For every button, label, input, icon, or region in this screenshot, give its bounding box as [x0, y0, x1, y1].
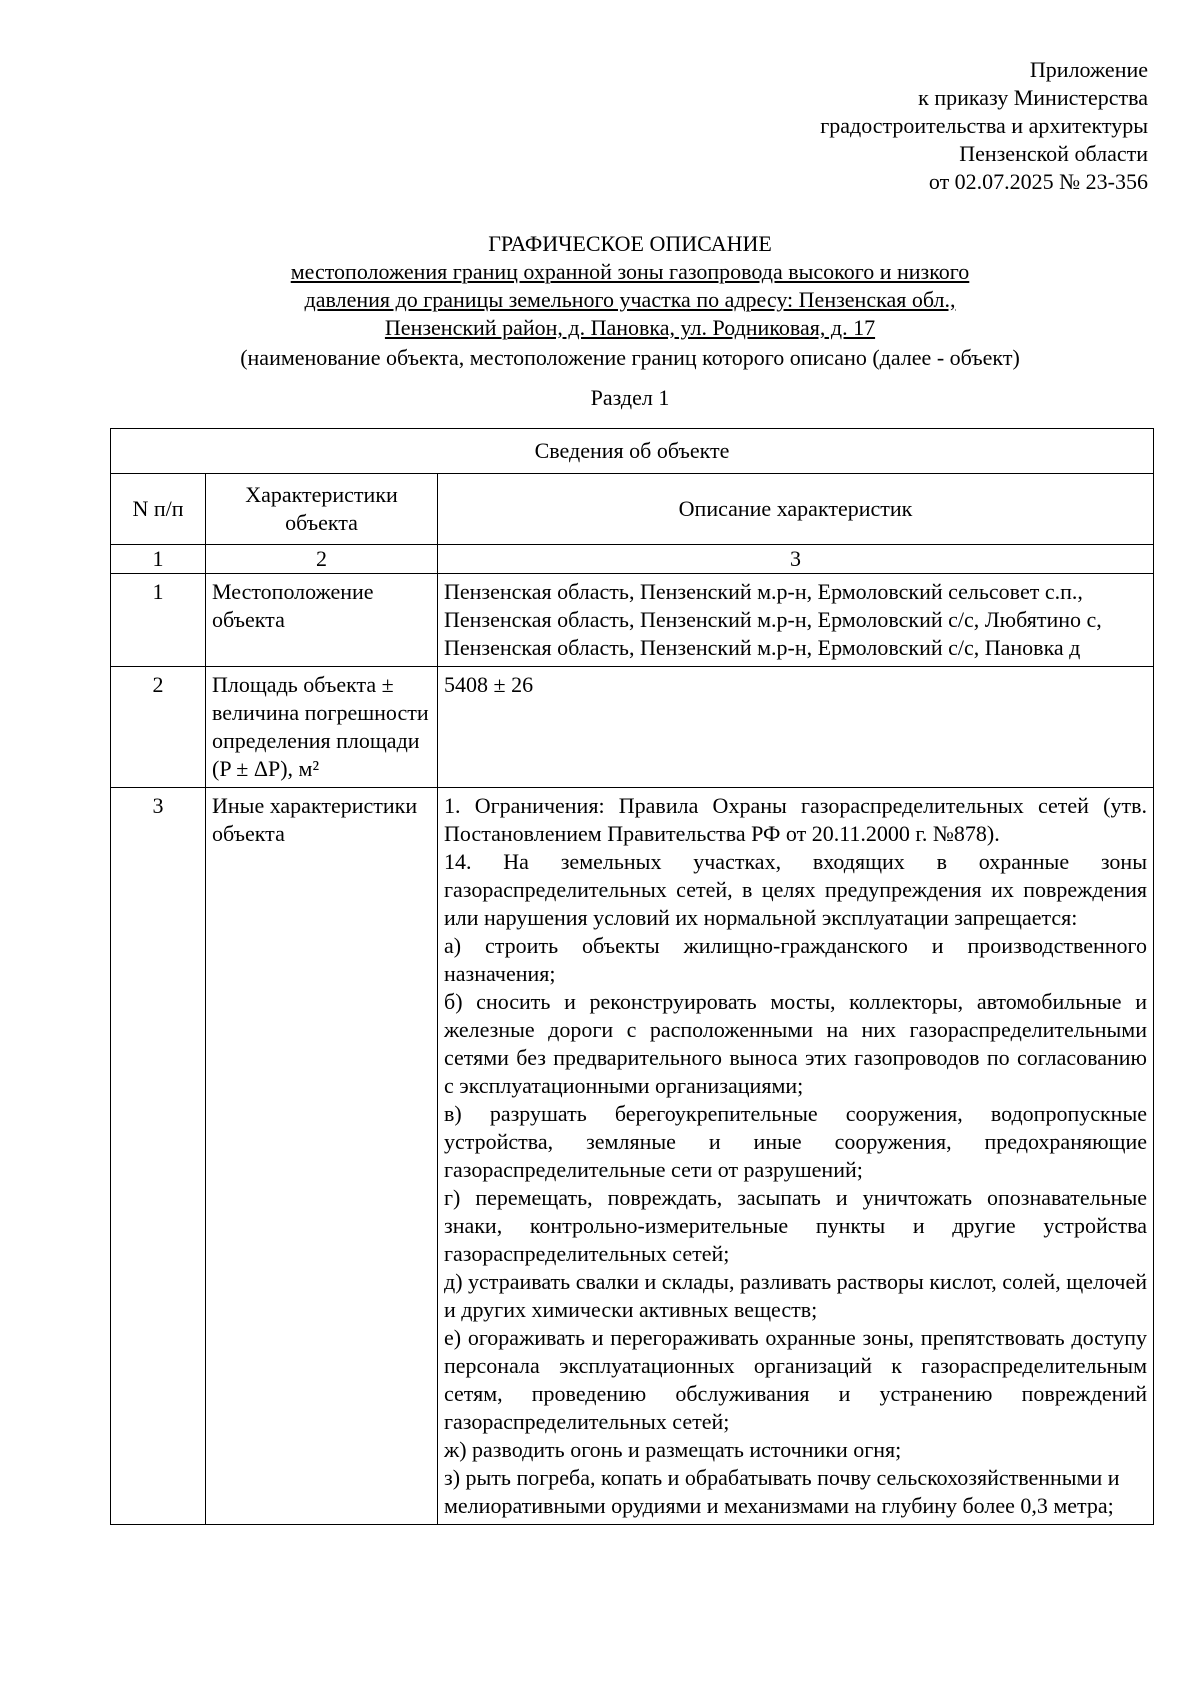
- restriction-paragraph: 14. На земельных участках, входящих в охранные зоны газораспределительных сетей, в целях предупреждения их повреждения или нарушения условий их нормальной эксплуатации запрещается:: [444, 849, 1147, 930]
- header-number: N п/п: [111, 474, 206, 545]
- row-description: [438, 788, 1154, 1525]
- table-caption-row: [111, 429, 1154, 474]
- row-description: 5408 ± 26: [438, 667, 1154, 788]
- table-header-row: [111, 474, 1154, 545]
- object-name-line: местоположения границ охранной зоны газопровода высокого и низкого: [290, 259, 970, 284]
- column-number-row: [111, 545, 1154, 574]
- title-block: [60, 230, 1200, 412]
- restriction-paragraph: д) устраивать свалки и склады, разливать растворы кислот, солей, щелочей и других химически активных веществ;: [444, 1269, 1147, 1322]
- restriction-paragraph: б) сносить и реконструировать мосты, коллекторы, автомобильные и железные дороги с расположенными на них газораспределительными сетями без предварительного выноса этих газопроводов по согласованию с эксплуатационными организациями;: [444, 989, 1147, 1098]
- restriction-paragraph: а) строить объекты жилищно-гражданского и производственного назначения;: [444, 933, 1147, 986]
- restriction-paragraph: 1. Ограничения: Правила Охраны газораспределительных сетей (утв. Постановлением Правительства РФ от 20.11.2000 г. №878).: [444, 793, 1147, 846]
- appendix-line: к приказу Министерства: [918, 85, 1148, 110]
- table-row: [111, 788, 1154, 1525]
- row-number: 2: [111, 667, 206, 788]
- table-row: [111, 574, 1154, 667]
- appendix-line: Приложение: [1029, 57, 1148, 82]
- object-name-line: давления до границы земельного участка по адресу: Пензенская обл.,: [304, 287, 956, 312]
- row-number: 3: [111, 788, 206, 1525]
- appendix-block: [820, 56, 1148, 196]
- header-characteristic: Характеристики объекта: [206, 474, 438, 545]
- object-info-table: [110, 428, 1154, 1525]
- header-description: Описание характеристик: [438, 474, 1154, 545]
- table-row: [111, 667, 1154, 788]
- object-caption: (наименование объекта, местоположение границ которого описано (далее - объект): [240, 345, 1020, 370]
- restriction-paragraph: в) разрушать берегоукрепительные сооружения, водопропускные устройства, земляные и иные сооружения, предохраняющие газораспределительные сети от разрушений;: [444, 1101, 1147, 1182]
- table-caption: Сведения об объекте: [111, 429, 1154, 474]
- column-number: 3: [438, 545, 1154, 574]
- appendix-line: градостроительства и архитектуры: [820, 113, 1148, 138]
- document-heading: ГРАФИЧЕСКОЕ ОПИСАНИЕ: [488, 231, 772, 256]
- row-description: Пензенская область, Пензенский м.р-н, Ермоловский сельсовет с.п., Пензенская область, Пензенский м.р-н, Ермоловский с/с, Любятино с, Пензенская область, Пензенский м.р-н, Ермоловский с/с, Пановка д: [438, 574, 1154, 667]
- restriction-paragraph: з) рыть погреба, копать и обрабатывать почву сельскохозяйственными и мелиоративными орудиями и механизмами на глубину более 0,3 метра;: [444, 1465, 1120, 1518]
- appendix-line: от 02.07.2025 № 23-356: [928, 169, 1148, 194]
- appendix-line: Пензенской области: [959, 141, 1148, 166]
- column-number: 2: [206, 545, 438, 574]
- object-name-line: Пензенский район, д. Пановка, ул. Родниковая, д. 17: [384, 315, 876, 340]
- row-characteristic: Площадь объекта ± величина погрешности определения площади (P ± ΔP), м²: [206, 667, 438, 788]
- section-title: Раздел 1: [590, 385, 670, 410]
- column-number: 1: [111, 545, 206, 574]
- restriction-paragraph: г) перемещать, повреждать, засыпать и уничтожать опознавательные знаки, контрольно-измерительные пункты и другие устройства газораспределительных сетей;: [444, 1185, 1147, 1266]
- restriction-paragraph: е) огораживать и перегораживать охранные зоны, препятствовать доступу персонала эксплуатационных организаций к газораспределительным сетям, проведению обслуживания и устранению повреждений газораспределительных сетей;: [444, 1325, 1147, 1434]
- row-characteristic: Иные характеристики объекта: [206, 788, 438, 1525]
- row-number: 1: [111, 574, 206, 667]
- restriction-paragraph: ж) разводить огонь и размещать источники огня;: [444, 1437, 902, 1462]
- row-characteristic: Местоположение объекта: [206, 574, 438, 667]
